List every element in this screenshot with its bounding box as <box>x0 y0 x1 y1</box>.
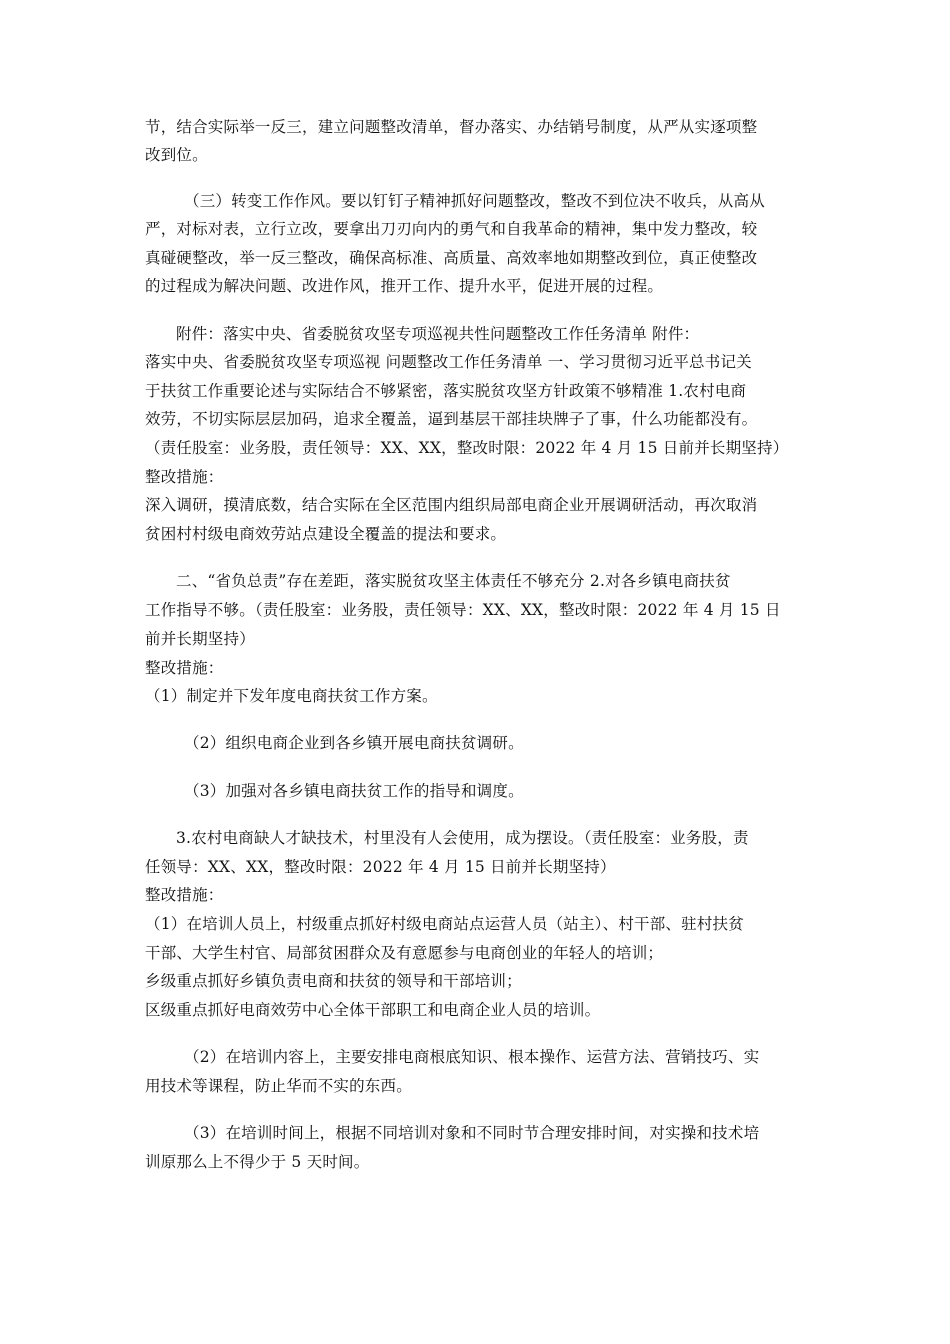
text-line: （3）加强对各乡镇电商扶贫工作的指导和调度。 <box>184 782 524 800</box>
text-line: 的过程成为解决问题、改进作风，推开工作、提升水平，促进开展的过程。 <box>145 277 664 295</box>
text-line: 前并长期坚持） <box>145 630 255 648</box>
text-line: 干部、大学生村官、局部贫困群众及有意愿参与电商创业的年轻人的培训； <box>145 944 664 962</box>
text-line: 真碰硬整改，举一反三整改，确保高标准、高质量、高效率地如期整改到位，真正使整改 <box>145 249 758 267</box>
text-line: 区级重点抓好电商效劳中心全体干部职工和电商企业人员的培训。 <box>145 1001 601 1019</box>
text-line: 整改措施： <box>145 886 224 904</box>
text-line: （1）制定并下发年度电商扶贫工作方案。 <box>145 687 438 705</box>
text-line: （1）在培训人员上，村级重点抓好村级电商站点运营人员（站主）、村干部、驻村扶贫 <box>145 915 744 933</box>
text-line: （3）在培训时间上，根据不同培训对象和不同时节合理安排时间，对实操和技术培 <box>184 1124 760 1142</box>
text-line: 节，结合实际举一反三，建立问题整改清单，督办落实、办结销号制度，从严从实逐项整 <box>145 118 758 136</box>
text-line: 整改措施： <box>145 468 224 486</box>
text-line: 用技术等课程，防止华而不实的东西。 <box>145 1077 412 1095</box>
text-line: 深入调研，摸清底数，结合实际在全区范围内组织局部电商企业开展调研活动，再次取消 <box>145 496 758 514</box>
text-line: 于扶贫工作重要论述与实际结合不够紧密，落实脱贫攻坚方针政策不够精准 1.农村电商 <box>145 382 747 400</box>
text-line: 附件：落实中央、省委脱贫攻坚专项巡视共性问题整改工作任务清单 附件： <box>176 325 700 343</box>
text-line: 改到位。 <box>145 146 208 164</box>
text-line: （三）转变工作作风。要以钉钉子精神抓好问题整改，整改不到位决不收兵，从高从 <box>184 192 765 210</box>
text-line: 训原那么上不得少于 5 天时间。 <box>145 1153 370 1171</box>
text-line: 整改措施： <box>145 659 224 677</box>
text-line: 任领导：XX、XX，整改时限：2022 年 4 月 15 日前并长期坚持） <box>145 858 616 876</box>
text-line: 乡级重点抓好乡镇负责电商和扶贫的领导和干部培训； <box>145 972 522 990</box>
text-line: 严，对标对表，立行立改，要拿出刀刃向内的勇气和自我革命的精神，集中发力整改，较 <box>145 220 758 238</box>
text-line: （责任股室：业务股，责任领导：XX、XX，整改时限：2022 年 4 月 15 日前并长期坚持） <box>145 439 789 457</box>
text-line: （2）组织电商企业到各乡镇开展电商扶贫调研。 <box>184 734 524 752</box>
text-line: 贫困村村级电商效劳站点建设全覆盖的提法和要求。 <box>145 525 507 543</box>
text-line: 落实中央、省委脱贫攻坚专项巡视 问题整改工作任务清单 一、学习贯彻习近平总书记关 <box>145 353 752 371</box>
text-line: （2）在培训内容上，主要安排电商根底知识、根本操作、运营方法、营销技巧、实 <box>184 1048 760 1066</box>
text-line: 二、“省负总责”存在差距，落实脱贫攻坚主体责任不够充分 2.对各乡镇电商扶贫 <box>176 572 731 590</box>
text-line: 3.农村电商缺人才缺技术，村里没有人会使用，成为摆设。（责任股室：业务股，责 <box>176 829 749 847</box>
text-line: 工作指导不够。（责任股室：业务股，责任领导：XX、XX，整改时限：2022 年 4 月 15 日 <box>145 601 781 619</box>
text-line: 效劳，不切实际层层加码，追求全覆盖，逼到基层干部挂块牌子了事，什么功能都没有。 <box>145 410 758 428</box>
